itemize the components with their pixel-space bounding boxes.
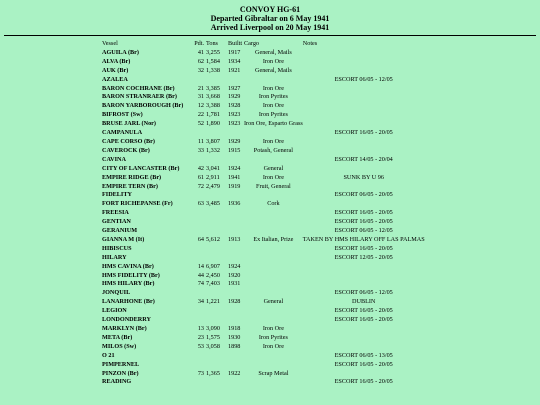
notes-cell xyxy=(303,49,425,58)
table-row xyxy=(102,272,425,281)
built-cell: 1920 xyxy=(228,271,241,279)
built-cell: 1924 xyxy=(228,262,241,270)
built-cell xyxy=(228,156,244,165)
table-row xyxy=(102,85,425,94)
vessel-cell: GERANIUM xyxy=(102,227,138,235)
vessel-cell: CAVEROCK (Br) xyxy=(102,146,150,154)
built-cell: 1898 xyxy=(228,342,241,350)
notes-cell xyxy=(303,111,425,120)
cargo-cell: General xyxy=(263,164,284,172)
vessel-cell: FORT RICHEPANSE (Fr) xyxy=(102,200,173,208)
notes-cell xyxy=(303,334,425,343)
pdt-cell xyxy=(192,316,206,325)
cargo-cell: Iron Ore xyxy=(262,102,284,110)
pdt-cell: 41 xyxy=(197,48,204,56)
built-cell: 1921 xyxy=(228,66,241,74)
tons-cell: 2,479 xyxy=(206,182,220,190)
tons-cell xyxy=(206,361,228,370)
pdt-cell: 23 xyxy=(197,333,204,341)
table-row xyxy=(102,280,425,289)
built-cell: 1934 xyxy=(228,57,241,65)
departure-line: Departed Gibraltar on 6 May 1941 xyxy=(210,14,330,23)
vessel-cell: CITY OF LANCASTER (Br) xyxy=(102,164,180,172)
built-cell xyxy=(228,245,244,254)
built-cell xyxy=(228,129,244,138)
built-cell xyxy=(228,254,244,263)
notes-cell xyxy=(303,138,425,147)
built-cell: 1931 xyxy=(228,280,241,288)
vessel-cell: LEGION xyxy=(102,307,127,315)
table-row xyxy=(102,67,425,76)
cargo-cell xyxy=(244,307,303,316)
tons-cell xyxy=(206,307,228,316)
cargo-cell xyxy=(244,263,303,272)
cargo-cell: Cork xyxy=(267,200,280,208)
built-cell xyxy=(228,218,244,227)
tons-cell xyxy=(206,316,228,325)
built-cell: 1915 xyxy=(228,146,241,154)
cargo-cell xyxy=(244,316,303,325)
cargo-cell: Iron Pyrites xyxy=(258,111,288,119)
cargo-cell xyxy=(244,209,303,218)
vessel-cell: MARKLYN (Br) xyxy=(102,325,147,332)
vessel-cell: BRUSE JARL (Nor) xyxy=(102,120,156,128)
pdt-cell xyxy=(192,218,206,227)
cargo-cell xyxy=(244,289,303,298)
pdt-cell: 53 xyxy=(197,342,204,350)
tons-cell: 3,668 xyxy=(206,93,220,101)
tons-cell xyxy=(206,76,228,85)
table-row xyxy=(102,245,425,254)
cargo-cell: Iron Ore xyxy=(262,325,284,332)
notes-cell: ESCORT 16/05 - 20/05 xyxy=(334,378,393,386)
tons-cell xyxy=(206,129,228,138)
cargo-cell xyxy=(244,280,303,289)
pdt-cell: 34 xyxy=(197,298,204,306)
built-cell: 1929 xyxy=(228,93,241,101)
vessel-cell: ALVA (Br) xyxy=(102,57,131,65)
vessel-cell: LANARHONE (Br) xyxy=(102,298,155,306)
cargo-cell xyxy=(244,352,303,361)
pdt-cell: 52 xyxy=(197,120,204,128)
cargo-cell: General, Mails xyxy=(254,48,292,56)
vessel-cell: PINZON (Br) xyxy=(102,369,139,377)
notes-cell xyxy=(303,370,425,379)
built-cell: 1923 xyxy=(228,111,241,119)
pdt-cell: 21 xyxy=(197,84,204,92)
tons-cell: 3,385 xyxy=(206,84,220,92)
notes-cell: ESCORT 16/05 - 20/05 xyxy=(334,360,393,368)
cargo-cell: General xyxy=(263,298,284,306)
tons-cell: 3,058 xyxy=(206,342,220,350)
table-row xyxy=(102,102,425,111)
notes-cell xyxy=(303,93,425,102)
notes-cell: SUNK BY U 96 xyxy=(343,173,384,181)
tons-cell xyxy=(206,378,228,387)
pdt-cell: 31 xyxy=(197,93,204,101)
cargo-cell: Iron Ore xyxy=(262,173,284,181)
tons-cell: 1,338 xyxy=(206,66,220,74)
notes-cell xyxy=(303,325,425,334)
tons-cell: 6,907 xyxy=(206,262,220,270)
tons-cell: 3,807 xyxy=(206,137,220,145)
cargo-cell xyxy=(244,361,303,370)
table-row xyxy=(102,289,425,298)
cargo-cell: Fruit, General xyxy=(256,182,291,190)
header-divider xyxy=(4,35,536,36)
pdt-cell xyxy=(192,156,206,165)
vessel-cell: CAVINA xyxy=(102,155,126,163)
pdt-cell: 74 xyxy=(197,280,204,288)
notes-cell: ESCORT 06/05 - 20/05 xyxy=(334,191,393,199)
vessel-cell: GENTIAN xyxy=(102,218,131,226)
pdt-cell: 22 xyxy=(197,111,204,119)
tons-cell xyxy=(206,254,228,263)
vessel-cell: HMS CAVINA (Br) xyxy=(102,262,154,270)
vessel-cell: HMS FIDELITY (Br) xyxy=(102,271,160,279)
built-cell: 1936 xyxy=(228,200,241,208)
pdt-cell xyxy=(192,352,206,361)
notes-cell xyxy=(303,67,425,76)
column-header-vessel: Vessel xyxy=(102,40,118,47)
notes-cell: DUBLIN xyxy=(352,298,376,306)
built-cell: 1917 xyxy=(228,48,241,56)
table-row xyxy=(102,325,425,334)
vessel-cell: AUK (Br) xyxy=(102,66,129,74)
vessel-cell: GIANNA M (It) xyxy=(102,235,145,243)
table-row xyxy=(102,147,425,156)
pdt-cell xyxy=(192,191,206,200)
table-row xyxy=(102,361,425,370)
vessel-cell: BARON STRANRAER (Br) xyxy=(102,93,177,101)
notes-cell: ESCORT 16/05 - 20/05 xyxy=(334,209,393,217)
table-row xyxy=(102,165,425,174)
vessel-cell: READING xyxy=(102,378,132,386)
cargo-cell: Iron Pyrites xyxy=(258,93,288,101)
tons-cell: 1,365 xyxy=(206,369,220,377)
tons-cell xyxy=(206,352,228,361)
vessel-cell: MILOS (Sw) xyxy=(102,342,137,350)
pdt-cell: 44 xyxy=(197,271,204,279)
vessel-cell: HMS HILARY (Br) xyxy=(102,280,155,288)
table-row xyxy=(102,138,425,147)
cargo-cell xyxy=(244,156,303,165)
table-row xyxy=(102,227,425,236)
cargo-cell xyxy=(244,272,303,281)
cargo-cell xyxy=(244,245,303,254)
pdt-cell xyxy=(192,227,206,236)
built-cell: 1929 xyxy=(228,137,241,145)
notes-cell xyxy=(303,272,425,281)
built-cell: 1930 xyxy=(228,333,241,341)
cargo-cell: Iron Ore xyxy=(262,84,284,92)
table-row xyxy=(102,298,425,307)
vessel-cell: CAPE CORSO (Br) xyxy=(102,137,155,145)
table-row xyxy=(102,263,425,272)
cargo-cell: Ex Italian, Prize xyxy=(253,235,294,243)
pdt-cell xyxy=(192,129,206,138)
convoy-title: CONVOY HG-61 xyxy=(239,5,301,14)
pdt-cell: 62 xyxy=(197,57,204,65)
table-row xyxy=(102,120,425,129)
cargo-cell: Iron Ore xyxy=(262,57,284,65)
cargo-cell: Iron Ore xyxy=(262,342,284,350)
tons-cell: 3,041 xyxy=(206,164,220,172)
tons-cell xyxy=(206,218,228,227)
vessel-cell: META (Br) xyxy=(102,333,133,341)
pdt-cell: 12 xyxy=(197,102,204,110)
cargo-cell xyxy=(244,254,303,263)
built-cell: 1928 xyxy=(228,102,241,110)
cargo-cell xyxy=(244,227,303,236)
vessel-cell: O 21 xyxy=(102,351,115,359)
built-cell: 1923 xyxy=(228,120,241,128)
tons-cell xyxy=(206,209,228,218)
notes-cell: ESCORT 12/05 - 20/05 xyxy=(334,253,393,261)
tons-cell xyxy=(206,156,228,165)
notes-cell xyxy=(303,280,425,289)
notes-cell xyxy=(303,120,425,129)
built-cell: 1918 xyxy=(228,325,241,332)
convoy-table xyxy=(102,40,425,387)
notes-cell xyxy=(303,183,425,192)
pdt-cell: 63 xyxy=(197,200,204,208)
tons-cell: 1,781 xyxy=(206,111,220,119)
built-cell xyxy=(228,361,244,370)
notes-cell xyxy=(303,147,425,156)
notes-cell: ESCORT 16/05 - 20/05 xyxy=(334,244,393,252)
pdt-cell: 61 xyxy=(197,173,204,181)
tons-cell: 3,388 xyxy=(206,102,220,110)
notes-cell: ESCORT 06/05 - 12/05 xyxy=(334,75,393,83)
table-row xyxy=(102,370,425,379)
tons-cell: 1,575 xyxy=(206,333,220,341)
pdt-cell: 64 xyxy=(197,235,204,243)
vessel-cell: EMPIRE RIDGE (Br) xyxy=(102,173,162,181)
table-body xyxy=(102,49,425,387)
tons-cell xyxy=(206,245,228,254)
table-row xyxy=(102,307,425,316)
notes-cell: ESCORT 06/05 - 12/05 xyxy=(334,289,393,297)
built-cell: 1927 xyxy=(228,84,241,92)
built-cell: 1922 xyxy=(228,369,241,377)
notes-cell xyxy=(303,58,425,67)
tons-cell: 5,612 xyxy=(206,235,220,243)
pdt-cell: 72 xyxy=(197,182,204,190)
vessel-cell: BARON YARBOROUGH (Br) xyxy=(102,102,184,110)
pdt-cell xyxy=(192,307,206,316)
notes-cell xyxy=(303,263,425,272)
table-row xyxy=(102,209,425,218)
tons-cell: 1,890 xyxy=(206,120,220,128)
pdt-cell xyxy=(192,361,206,370)
pdt-cell: 14 xyxy=(197,262,204,270)
column-header-pdt: Pdt. xyxy=(194,40,204,47)
tons-cell: 2,911 xyxy=(206,173,220,181)
built-cell xyxy=(228,378,244,387)
column-header-built: Builtt xyxy=(228,40,243,47)
tons-cell: 3,255 xyxy=(206,48,220,56)
table-row xyxy=(102,49,425,58)
notes-cell: ESCORT 16/05 - 20/05 xyxy=(334,307,393,315)
tons-cell: 3,090 xyxy=(206,325,220,332)
tons-cell: 1,332 xyxy=(206,146,220,154)
built-cell xyxy=(228,209,244,218)
cargo-cell: General, Mails xyxy=(254,66,292,74)
table-row xyxy=(102,156,425,165)
pdt-cell xyxy=(192,254,206,263)
tons-cell xyxy=(206,289,228,298)
table-header-row xyxy=(102,40,425,49)
notes-cell xyxy=(303,200,425,209)
built-cell xyxy=(228,227,244,236)
table-row xyxy=(102,111,425,120)
table-row xyxy=(102,254,425,263)
table-row xyxy=(102,352,425,361)
built-cell xyxy=(228,289,244,298)
built-cell xyxy=(228,352,244,361)
notes-cell xyxy=(303,343,425,352)
notes-cell xyxy=(303,102,425,111)
table-row xyxy=(102,236,425,245)
notes-cell: TAKEN BY HMS HILARY OFF LAS PALMAS xyxy=(302,235,425,243)
tons-cell: 7,403 xyxy=(206,280,220,288)
pdt-cell: 13 xyxy=(197,325,204,332)
vessel-cell: PIMPERNEL xyxy=(102,360,140,368)
cargo-cell xyxy=(244,378,303,387)
notes-cell xyxy=(303,165,425,174)
notes-cell: ESCORT 16/05 - 20/05 xyxy=(334,129,393,137)
cargo-cell xyxy=(244,218,303,227)
built-cell xyxy=(228,191,244,200)
column-header-notes: Notes xyxy=(302,40,318,47)
table-row xyxy=(102,334,425,343)
table-row xyxy=(102,218,425,227)
arrival-line: Arrived Liverpool on 20 May 1941 xyxy=(210,23,330,32)
vessel-cell: HILARY xyxy=(102,253,127,261)
pdt-cell: 11 xyxy=(198,137,204,145)
tons-cell: 3,485 xyxy=(206,200,220,208)
table-row xyxy=(102,129,425,138)
cargo-cell: Iron Ore xyxy=(262,137,284,145)
built-cell: 1924 xyxy=(228,164,241,172)
pdt-cell: 42 xyxy=(197,164,204,172)
vessel-cell: FIDELITY xyxy=(102,191,132,199)
cargo-cell xyxy=(244,129,303,138)
table-row xyxy=(102,93,425,102)
page-header xyxy=(0,0,540,32)
vessel-cell: JONQUIL xyxy=(102,289,131,297)
column-header-tons: Tons xyxy=(206,40,218,47)
vessel-cell: BARON COCHRANE (Br) xyxy=(102,84,175,92)
built-cell: 1913 xyxy=(228,235,241,243)
vessel-cell: LONDONDERRY xyxy=(102,316,151,324)
pdt-cell xyxy=(192,289,206,298)
notes-cell: ESCORT 06/05 - 13/05 xyxy=(334,351,393,359)
pdt-cell xyxy=(192,378,206,387)
vessel-cell: HIBISCUS xyxy=(102,244,132,252)
table-row xyxy=(102,316,425,325)
vessel-cell: BIFROST (Sw) xyxy=(102,111,143,119)
table-row xyxy=(102,343,425,352)
cargo-cell: Iron Pyrites xyxy=(258,333,288,341)
tons-cell xyxy=(206,191,228,200)
cargo-cell xyxy=(244,76,303,85)
table-row xyxy=(102,378,425,387)
notes-cell: ESCORT 14/05 - 20/04 xyxy=(334,155,393,163)
vessel-cell: AGUILA (Br) xyxy=(102,48,139,56)
built-cell: 1928 xyxy=(228,298,241,306)
tons-cell: 1,584 xyxy=(206,57,220,65)
tons-cell: 1,221 xyxy=(206,298,220,306)
table-row xyxy=(102,58,425,67)
cargo-cell: Iron Ore, Esparto Grass xyxy=(244,120,303,128)
table-row xyxy=(102,200,425,209)
pdt-cell xyxy=(192,209,206,218)
cargo-cell xyxy=(244,191,303,200)
built-cell xyxy=(228,316,244,325)
notes-cell: ESCORT 16/05 - 20/05 xyxy=(334,316,393,324)
table-row xyxy=(102,191,425,200)
cargo-cell: Scrap Metal xyxy=(258,369,289,377)
built-cell: 1941 xyxy=(228,173,241,181)
vessel-cell: EMPIRE TERN (Br) xyxy=(102,182,158,190)
vessel-cell: CAMPANULA xyxy=(102,129,143,137)
tons-cell xyxy=(206,227,228,236)
pdt-cell xyxy=(192,76,206,85)
notes-cell xyxy=(303,85,425,94)
pdt-cell: 33 xyxy=(197,146,204,154)
column-header-cargo: Cargo xyxy=(244,40,260,47)
vessel-cell: AZALEA xyxy=(102,75,128,83)
tons-cell: 2,450 xyxy=(206,271,220,279)
cargo-cell: Potash, General xyxy=(253,146,293,154)
table-row xyxy=(102,183,425,192)
vessel-cell: FREESIA xyxy=(102,209,129,217)
pdt-cell: 32 xyxy=(197,66,204,74)
notes-cell: ESCORT 06/05 - 12/05 xyxy=(334,227,393,235)
table-row xyxy=(102,174,425,183)
built-cell xyxy=(228,307,244,316)
built-cell: 1919 xyxy=(228,182,241,190)
table-row xyxy=(102,76,425,85)
notes-cell: ESCORT 16/05 - 20/05 xyxy=(334,218,393,226)
built-cell xyxy=(228,76,244,85)
pdt-cell: 73 xyxy=(197,369,204,377)
pdt-cell xyxy=(192,245,206,254)
